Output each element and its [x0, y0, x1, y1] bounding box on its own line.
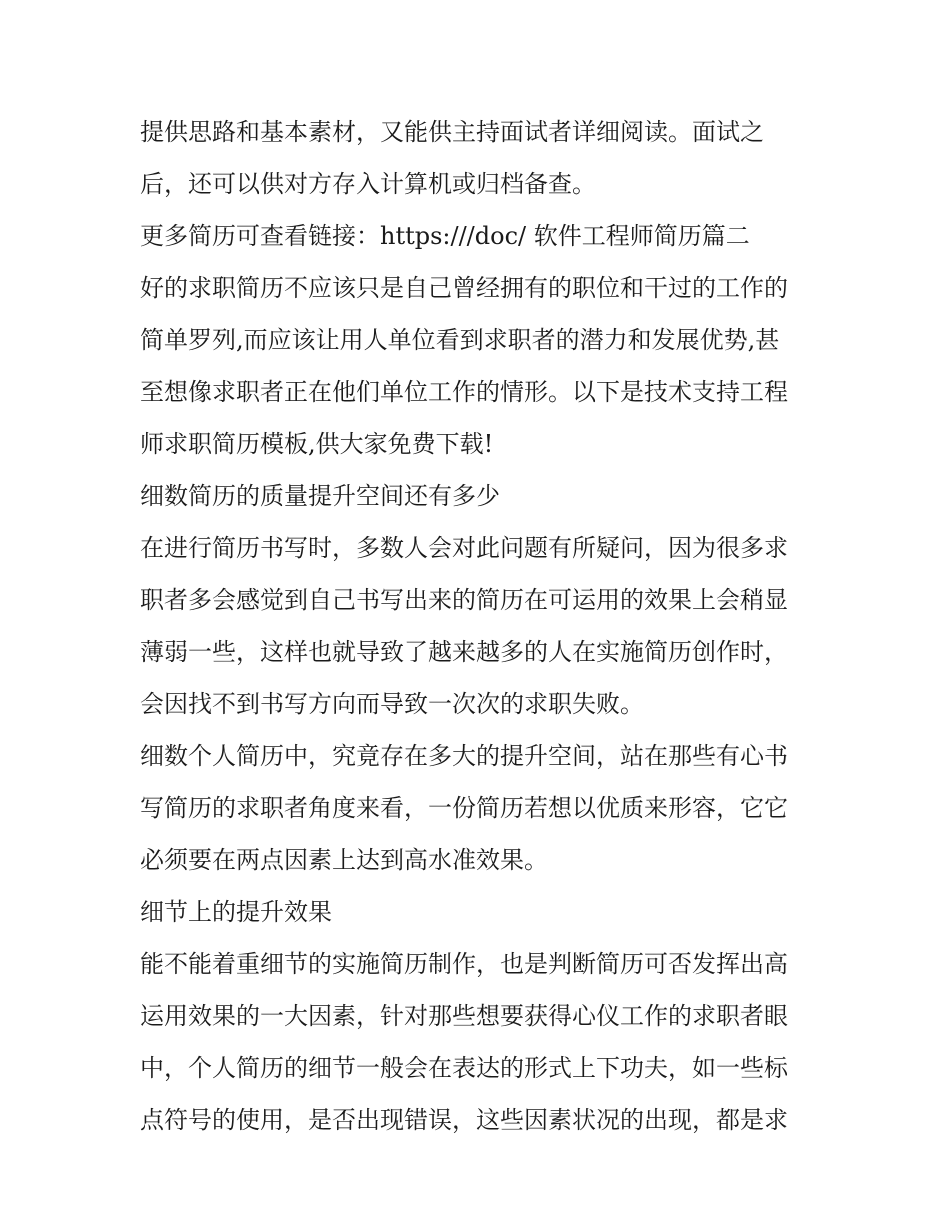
- paragraph-improvement-space: 细数个人简历中，究竟存在多大的提升空间，站在那些有心书 写简历的求职者角度来看，一份简历若想以优质来形容，它它 必须要在两点因素上达到高水准效果。: [140, 742, 788, 874]
- section-heading-quality: 细数简历的质量提升空间还有多少: [140, 482, 500, 510]
- paragraph-intro-continued: 提供思路和基本素材，又能供主持面试者详细阅读。面试之 后，还可以供对方存入计算机或归档备查。: [140, 118, 764, 198]
- paragraph-writing-doubts: 在进行简历书写时，多数人会对此问题有所疑问，因为很多求 职者多会感觉到自己书写出来的简历在可运用的效果上会稍显 薄弱一些，这样也就导致了越来越多的人在实施简历创作时， 会因找不到书写方向而导致一次次的求职失败。: [140, 534, 788, 718]
- document-body: [140, 106, 830, 1146]
- paragraph-more-resumes-link: 更多简历可查看链接：https:///doc/ 软件工程师简历篇二: [140, 222, 750, 250]
- section-heading-details: 细节上的提升效果: [140, 898, 332, 926]
- paragraph-good-resume: 好的求职简历不应该只是自己曾经拥有的职位和干过的工作的 简单罗列,而应该让用人单位看到求职者的潜力和发展优势,甚 至想像求职者正在他们单位工作的情形。以下是技术支持工程 师求职简历模板,供大家免费下载!: [140, 274, 788, 458]
- paragraph-details: 能不能着重细节的实施简历制作，也是判断简历可否发挥出高 运用效果的一大因素，针对那些想要获得心仪工作的求职者眼 中，个人简历的细节一般会在表达的形式上下功夫，如一些标 点符号的使用，是否出现错误，这些因素状况的出现，都是求: [140, 950, 788, 1134]
